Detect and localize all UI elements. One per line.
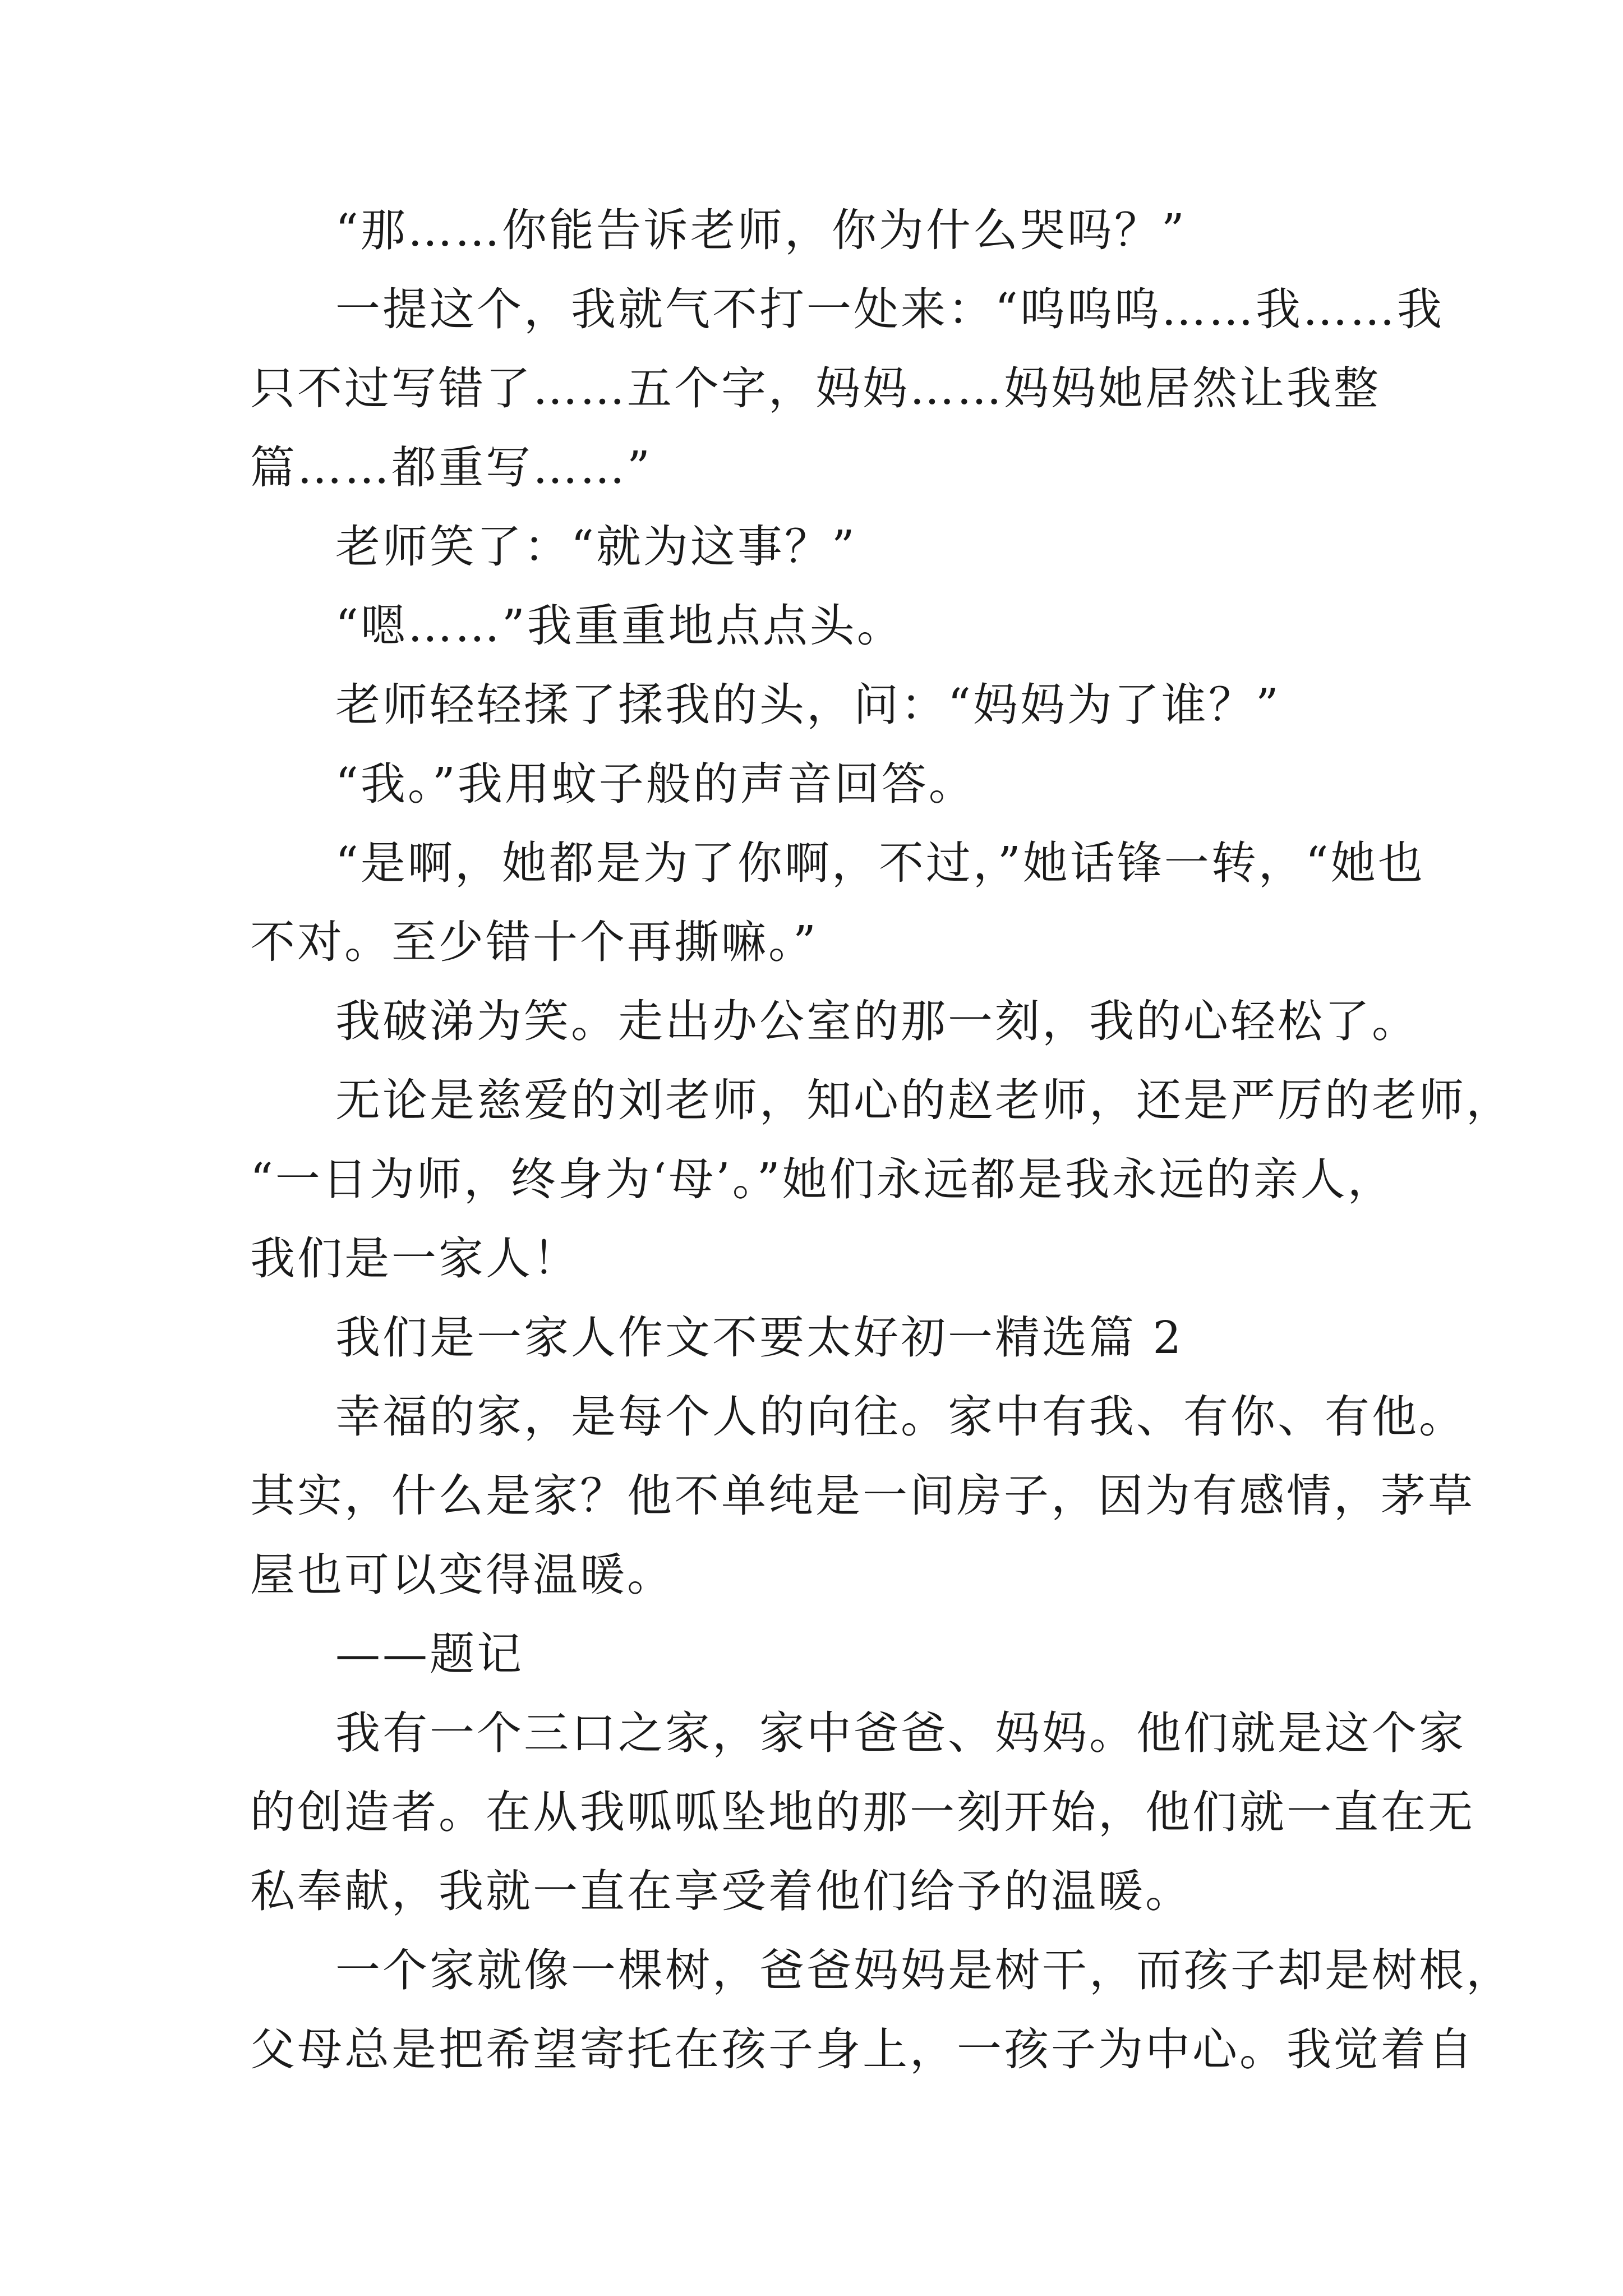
epigraph-note: ——题记 [335, 1628, 524, 1680]
text-line: 私奉献，我就一直在享受着他们给予的温暖。 [250, 1865, 1192, 1917]
text-line: “嗯……”我重重地点点头。 [335, 600, 904, 652]
text-line: 屋也可以变得温暖。 [250, 1549, 674, 1601]
article-body [250, 191, 1513, 2089]
text-line: 无论是慈爱的刘老师，知心的赵老师，还是严厉的老师， [335, 1074, 1513, 1126]
text-line: 父母总是把希望寄托在孩子身上，一孩子为中心。我觉着自 [250, 2023, 1475, 2076]
text-line: 一提这个，我就气不打一处来：“呜呜呜……我……我 [335, 283, 1444, 335]
text-line: “我。”我用蚊子般的声音回答。 [335, 758, 976, 810]
text-line: “那……你能告诉老师，你为什么哭吗？” [335, 204, 1187, 256]
text-line: 的创造者。在从我呱呱坠地的那一刻开始，他们就一直在无 [250, 1786, 1475, 1838]
text-line: “一日为师，终身为‘母’。”她们永远都是我永远的亲人， [250, 1153, 1395, 1205]
text-line: 我有一个三口之家，家中爸爸、妈妈。他们就是这个家 [335, 1707, 1466, 1759]
text-line: 篇……都重写……” [250, 441, 652, 494]
text-line: 老师轻轻揉了揉我的头，问：“妈妈为了谁？” [335, 679, 1281, 731]
text-line: 我破涕为笑。走出办公室的那一刻，我的心轻松了。 [335, 995, 1419, 1047]
text-line: 幸福的家，是每个人的向往。家中有我、有你、有他。 [335, 1391, 1466, 1443]
section-heading: 我们是一家人作文不要太好初一精选篇 2 [335, 1312, 1184, 1364]
text-line: “是啊，她都是为了你啊，不过，”她话锋一转，“她也 [335, 837, 1425, 889]
text-line: 其实，什么是家？他不单纯是一间房子，因为有感情，茅草 [250, 1470, 1475, 1522]
text-line: 不对。至少错十个再撕嘛。” [250, 916, 818, 968]
text-line: 只不过写错了……五个字，妈妈……妈妈她居然让我整 [250, 362, 1381, 415]
text-line: 我们是一家人！ [250, 1232, 580, 1285]
text-line: 老师笑了：“就为这事？” [335, 521, 857, 573]
text-line: 一个家就像一棵树，爸爸妈妈是树干，而孩子却是树根， [335, 1944, 1513, 1996]
